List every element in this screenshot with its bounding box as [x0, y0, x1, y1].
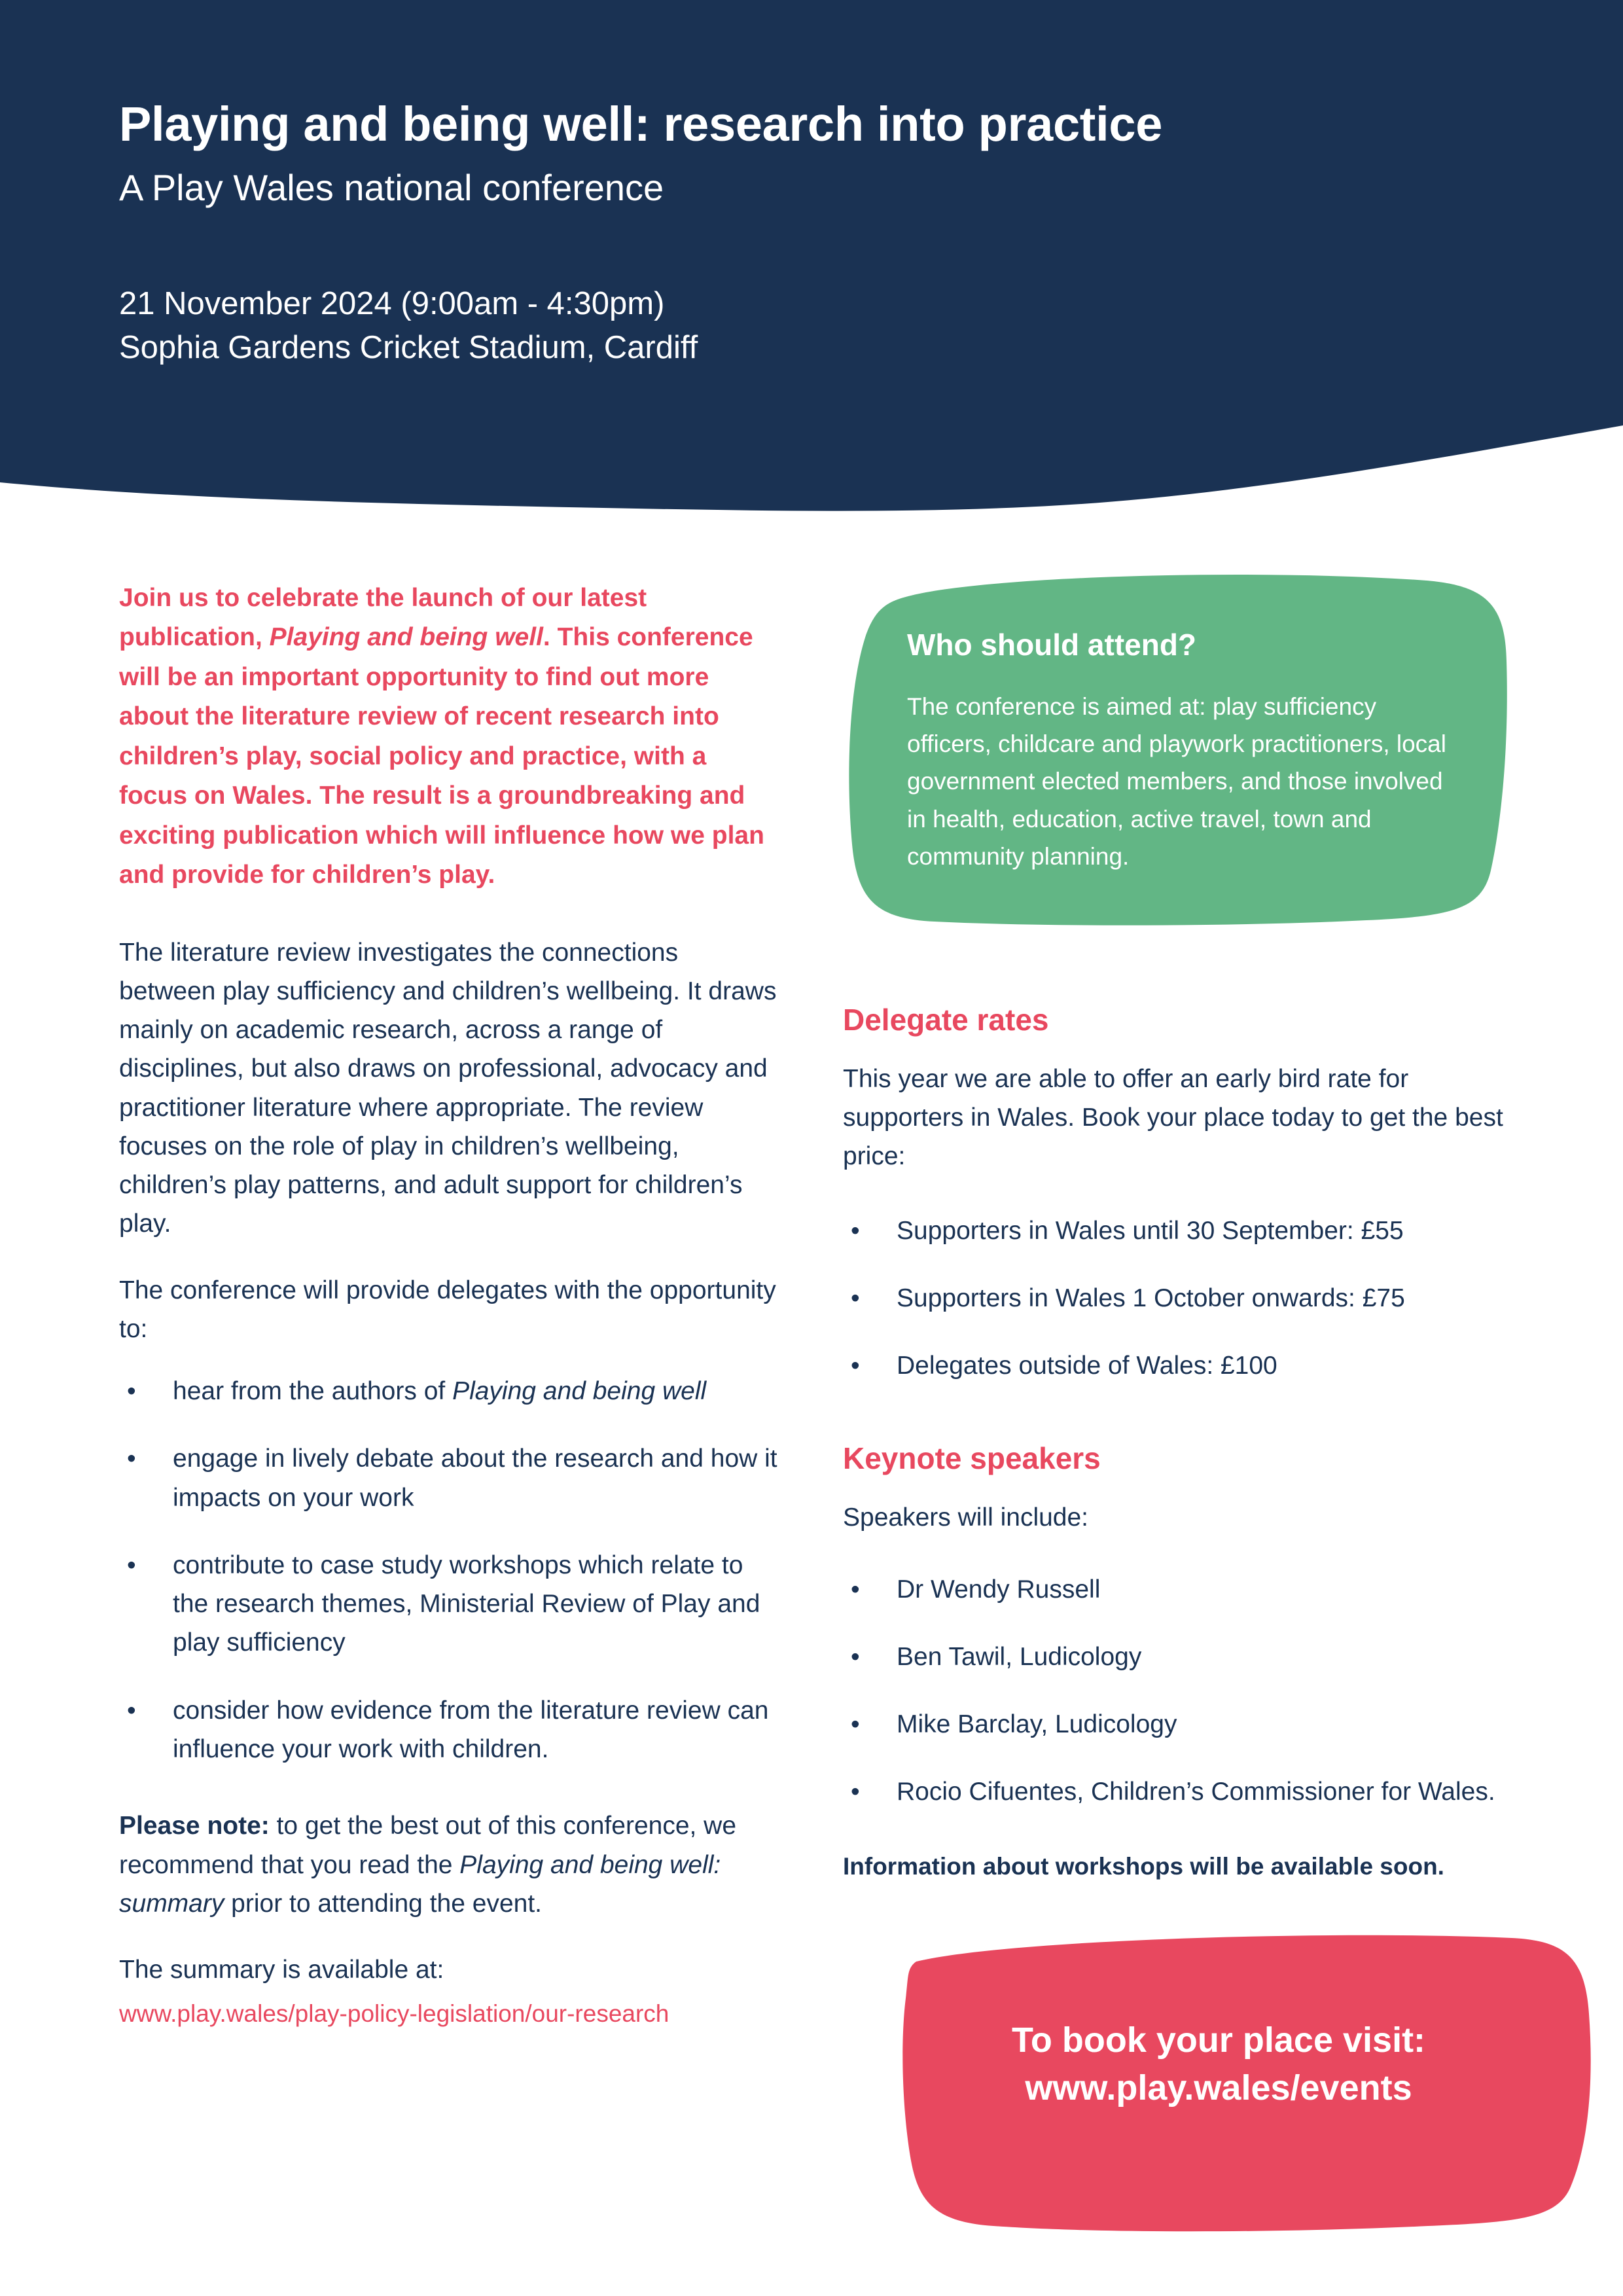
list-item: [843, 1346, 1512, 1385]
list-item-italic: Playing and being well: [452, 1377, 707, 1406]
keynote-speakers-intro: Speakers will include:: [843, 1503, 1089, 1532]
list-item: [843, 1279, 1512, 1318]
list-item: [843, 1211, 1512, 1250]
list-item-text: Dr Wendy Russell: [897, 1575, 1101, 1604]
bullet-icon: •: [851, 1352, 860, 1380]
bullet-icon: •: [851, 1778, 860, 1806]
bullet-icon: •: [851, 1216, 860, 1245]
list-item-text: Supporters in Wales 1 October onwards: £75: [897, 1283, 1405, 1312]
literature-review-paragraph: The literature review investigates the connections between play sufficiency and children’s wellbeing. It draws mainly on academic research, across a range of disciplines, but also draws on professional, advocacy and practitioner literature where appropriate. The review focuses on the role of play in children’s wellbeing, children’s play patterns, and adult support for children’s play.: [119, 938, 777, 1238]
list-item-text: hear from the authors of: [173, 1377, 453, 1406]
cta-line-1: To book your place visit:: [1011, 2020, 1426, 2060]
page-title: Playing and being well: research into practice: [119, 97, 1163, 151]
page-subtitle: A Play Wales national conference: [119, 166, 664, 208]
opportunity-bullet-list: [119, 1372, 780, 1768]
opportunity-lead: The conference will provide delegates with the opportunity to:: [119, 1276, 776, 1343]
right-column: [843, 563, 1512, 2238]
intro-part1: Join us to celebrate the launch of our latest publication,: [119, 584, 647, 652]
bullet-icon: •: [851, 1642, 860, 1671]
list-item-text: Supporters in Wales until 30 September: £55: [897, 1216, 1404, 1245]
list-item-text: Delegates outside of Wales: £100: [897, 1352, 1277, 1380]
bullet-icon: •: [851, 1710, 860, 1739]
intro-part2: . This conference will be an important opportunity to find out more about the literature review of recent research into children’s play, social policy and practice, with a focus on Wales. The result is a groundbreaking and exciting publication which will influence how we plan and provide for children’s play.: [119, 623, 764, 889]
please-note-title: Playing and being well: summary: [119, 1850, 721, 1918]
bullet-icon: •: [127, 1377, 136, 1406]
list-item-text: contribute to case study workshops which relate to the research themes, Ministerial Review of Play and play sufficiency: [173, 1551, 760, 1657]
keynote-speakers-list: [843, 1570, 1512, 1812]
list-item: [843, 1705, 1512, 1744]
please-note-label: Please note:: [119, 1812, 270, 1840]
intro-publication-title: Playing and being well: [269, 623, 543, 652]
please-note-part1: to get the best out of this conference, we recommend that you read the: [119, 1812, 737, 1879]
keynote-speakers-heading: Keynote speakers: [843, 1441, 1101, 1476]
list-item: [843, 1638, 1512, 1676]
list-item: [119, 1439, 780, 1517]
bullet-icon: •: [851, 1283, 860, 1312]
book-place-cta[interactable]: [839, 1930, 1598, 2238]
intro-paragraph: [119, 579, 780, 895]
who-should-attend-heading: Who should attend?: [907, 628, 1197, 662]
list-item-text: Ben Tawil, Ludicology: [897, 1642, 1142, 1671]
delegate-rates-list: [843, 1211, 1512, 1386]
bullet-icon: •: [127, 1444, 136, 1473]
summary-link[interactable]: www.play.wales/play-policy-legislation/our-research: [119, 2000, 669, 2028]
event-venue: Sophia Gardens Cricket Stadium, Cardiff: [119, 330, 698, 366]
event-meta: [119, 282, 1428, 370]
list-item-text: engage in lively debate about the research and how it impacts on your work: [173, 1444, 777, 1512]
list-item-text: Rocio Cifuentes, Children’s Commissioner for Wales.: [897, 1778, 1495, 1806]
list-item: [119, 1372, 780, 1410]
please-note-paragraph: [119, 1806, 780, 1923]
bullet-icon: •: [851, 1575, 860, 1604]
list-item: [119, 1691, 780, 1769]
event-date: 21 November 2024 (9:00am - 4:30pm): [119, 285, 665, 321]
bullet-icon: •: [127, 1551, 136, 1579]
header-text-block: [119, 98, 1428, 370]
bullet-icon: •: [127, 1696, 136, 1725]
cta-line-2: www.play.wales/events: [1025, 2068, 1412, 2108]
list-item: [843, 1570, 1512, 1609]
who-should-attend-body: The conference is aimed at: play sufficiency officers, childcare and playwork practitioners, local government elected members, and those involved in health, education, active travel, town and community planning.: [907, 692, 1446, 870]
list-item: [119, 1546, 780, 1662]
who-should-attend-card: [843, 563, 1512, 929]
delegate-rates-heading: Delegate rates: [843, 1003, 1049, 1037]
summary-lead: The summary is available at:: [119, 1956, 444, 1984]
delegate-rates-intro: This year we are able to offer an early bird rate for supporters in Wales. Book your place today to get the best price:: [843, 1064, 1503, 1171]
please-note-part2: prior to attending the event.: [224, 1889, 542, 1918]
list-item: [843, 1772, 1512, 1811]
list-item-text: consider how evidence from the literature review can influence your work with children.: [173, 1696, 769, 1764]
workshops-note: Information about workshops will be available soon.: [843, 1852, 1444, 1880]
left-column: [119, 579, 780, 2032]
list-item-text: Mike Barclay, Ludicology: [897, 1710, 1177, 1739]
